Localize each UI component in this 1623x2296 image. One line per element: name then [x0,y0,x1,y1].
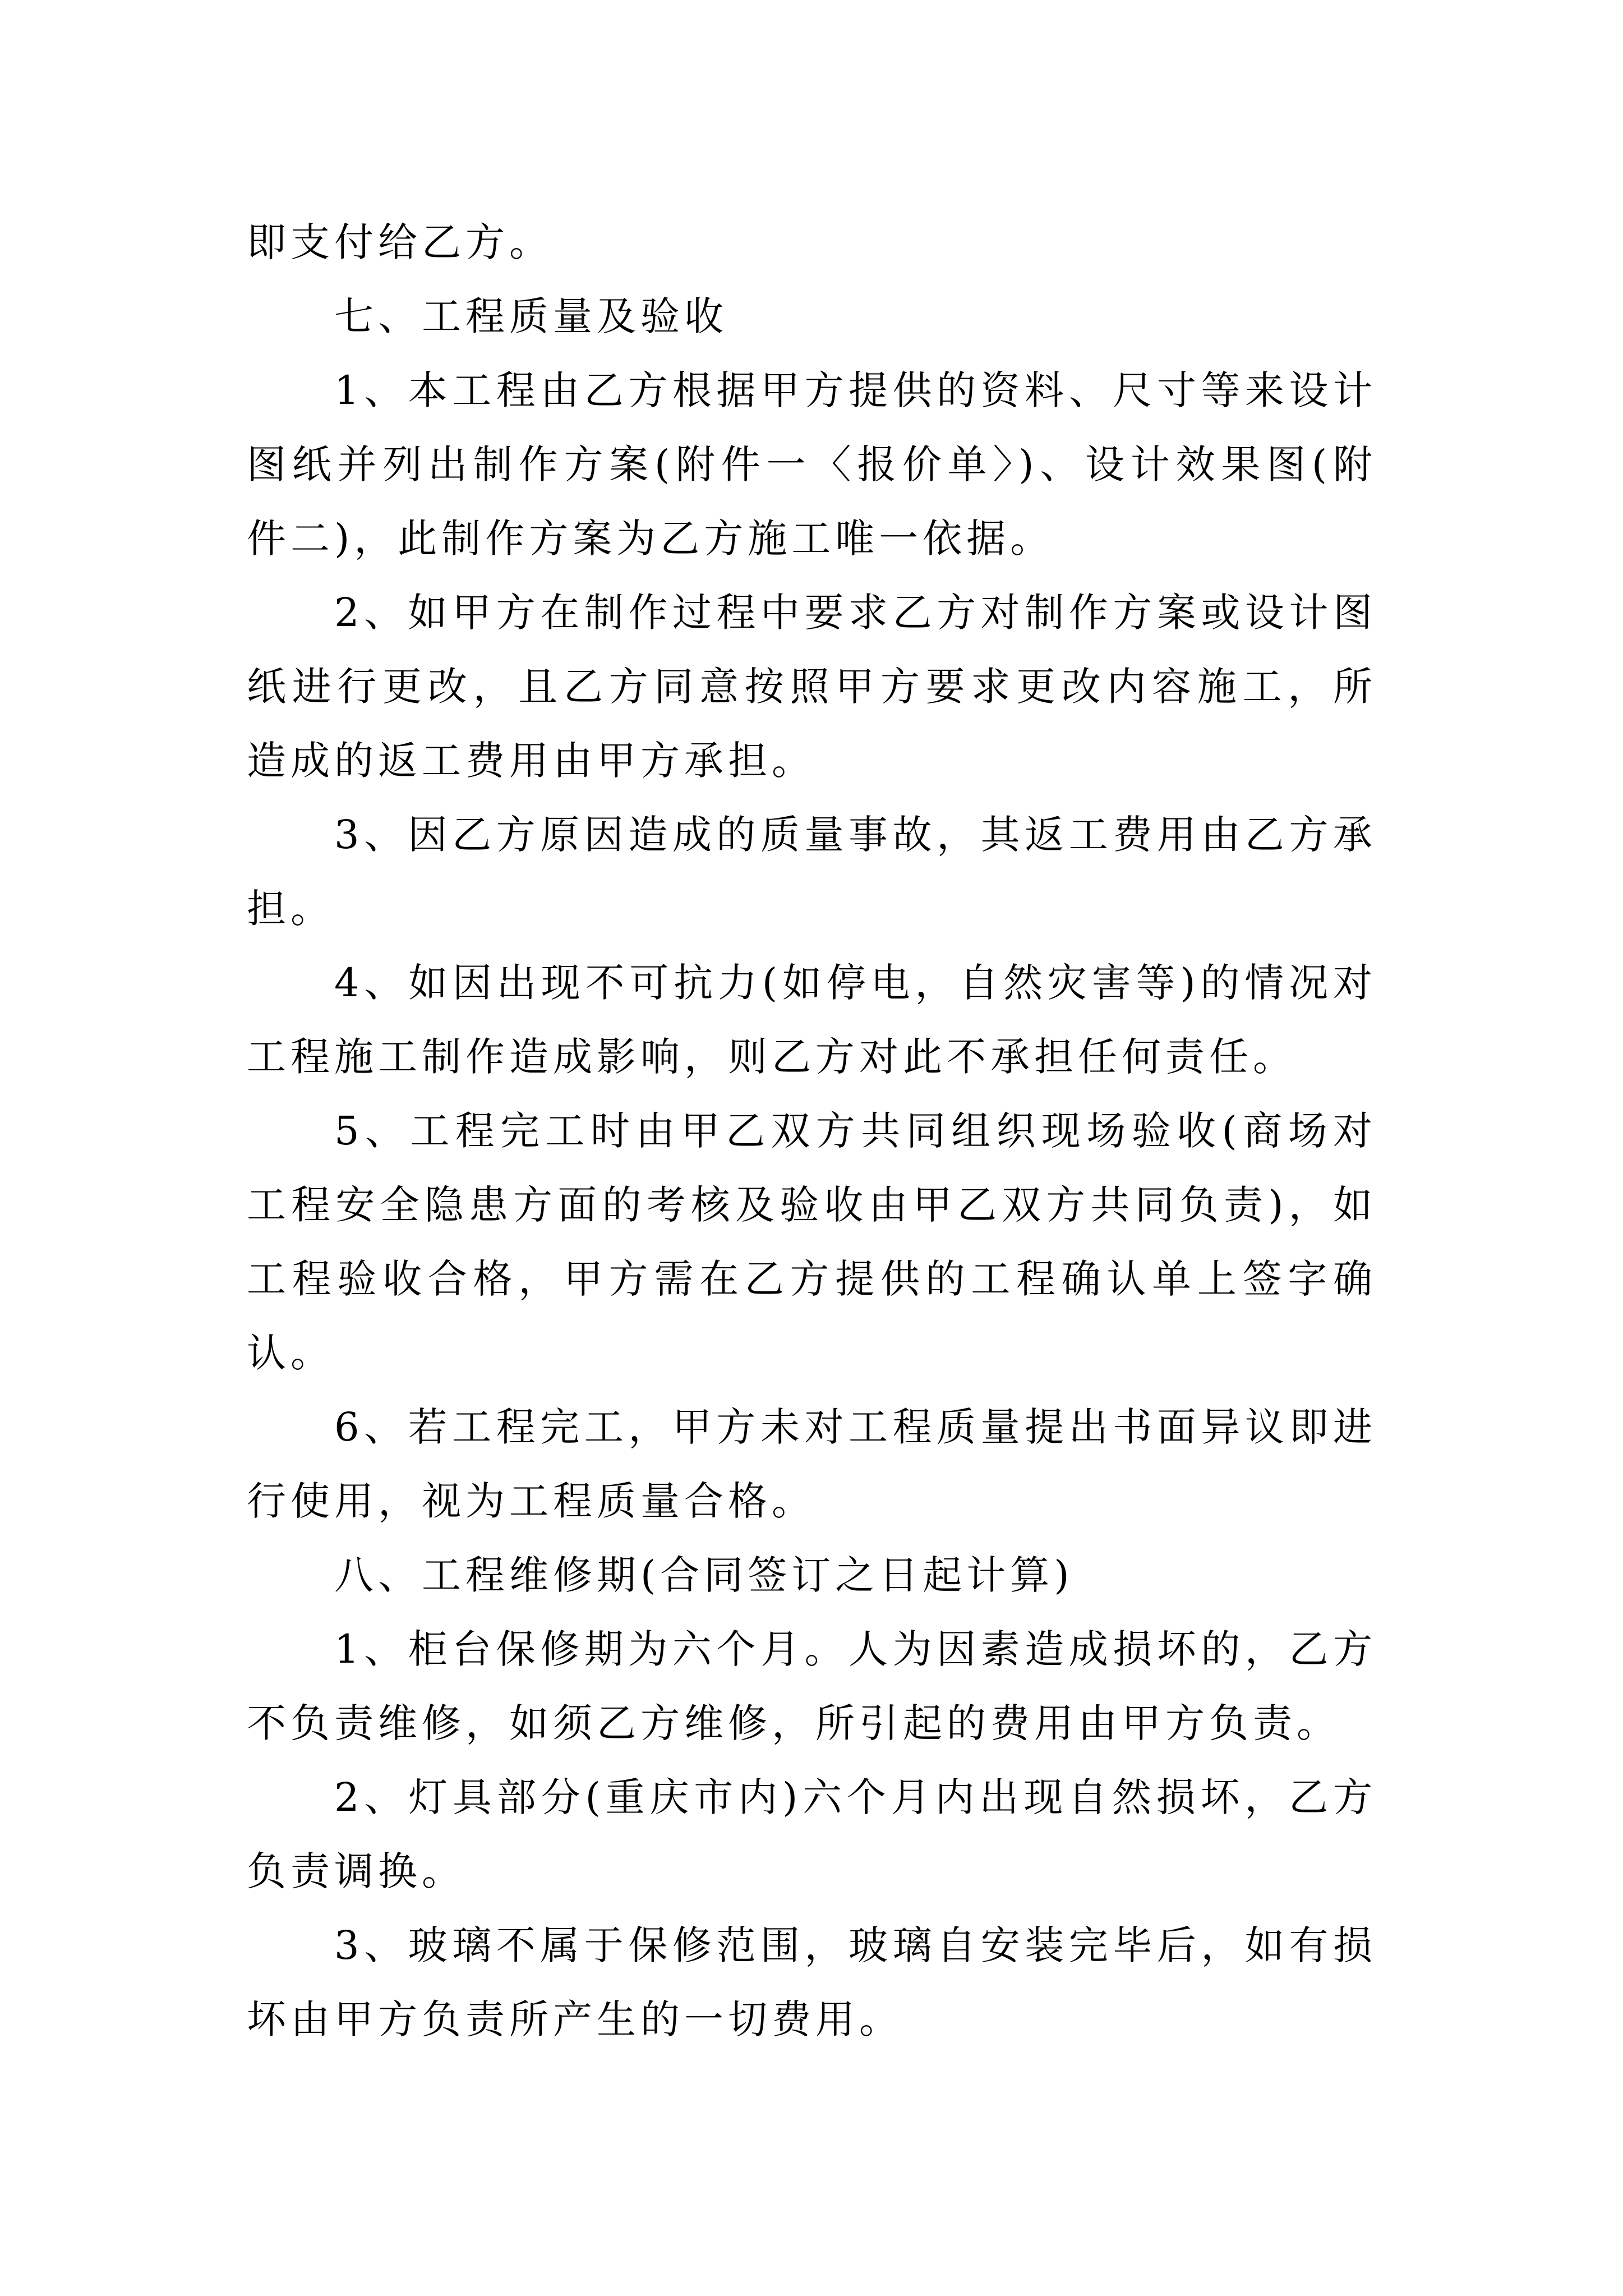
contract-paragraph: 1、本工程由乙方根据甲方提供的资料、尺寸等来设计图纸并列出制作方案(附件一〈报价单〉)、设计效果图(附件二)，此制作方案为乙方施工唯一依据。 [247,367,1377,562]
contract-paragraph: 6、若工程完工，甲方未对工程质量提出书面异议即进行使用，视为工程质量合格。 [247,1404,1377,1524]
section-heading: 八、工程维修期(合同签订之日起计算) [334,1552,1074,1598]
contract-paragraph: 2、如甲方在制作过程中要求乙方对制作方案或设计图纸进行更改，且乙方同意按照甲方要求更改内容施工，所造成的返工费用由甲方承担。 [247,590,1377,784]
contract-paragraph: 3、因乙方原因造成的质量事故，其返工费用由乙方承担。 [247,812,1377,932]
contract-paragraph: 即支付给乙方。 [247,219,553,265]
contract-paragraph: 1、柜台保修期为六个月。人为因素造成损坏的，乙方不负责维修，如须乙方维修，所引起的费用由甲方负责。 [247,1626,1377,1746]
contract-paragraph: 2、灯具部分(重庆市内)六个月内出现自然损坏，乙方负责调换。 [247,1774,1377,1894]
section-heading: 七、工程质量及验收 [334,293,728,339]
contract-paragraph: 5、工程完工时由甲乙双方共同组织现场验收(商场对工程安全隐患方面的考核及验收由甲乙双方共同负责)，如工程验收合格，甲方需在乙方提供的工程确认单上签字确认。 [247,1108,1377,1376]
contract-paragraph: 3、玻璃不属于保修范围，玻璃自安装完毕后，如有损坏由甲方负责所产生的一切费用。 [247,1922,1377,2042]
contract-text-block [247,205,1377,2056]
contract-paragraph: 4、如因出现不可抗力(如停电，自然灾害等)的情况对工程施工制作造成影响，则乙方对此不承担任何责任。 [247,960,1377,1080]
